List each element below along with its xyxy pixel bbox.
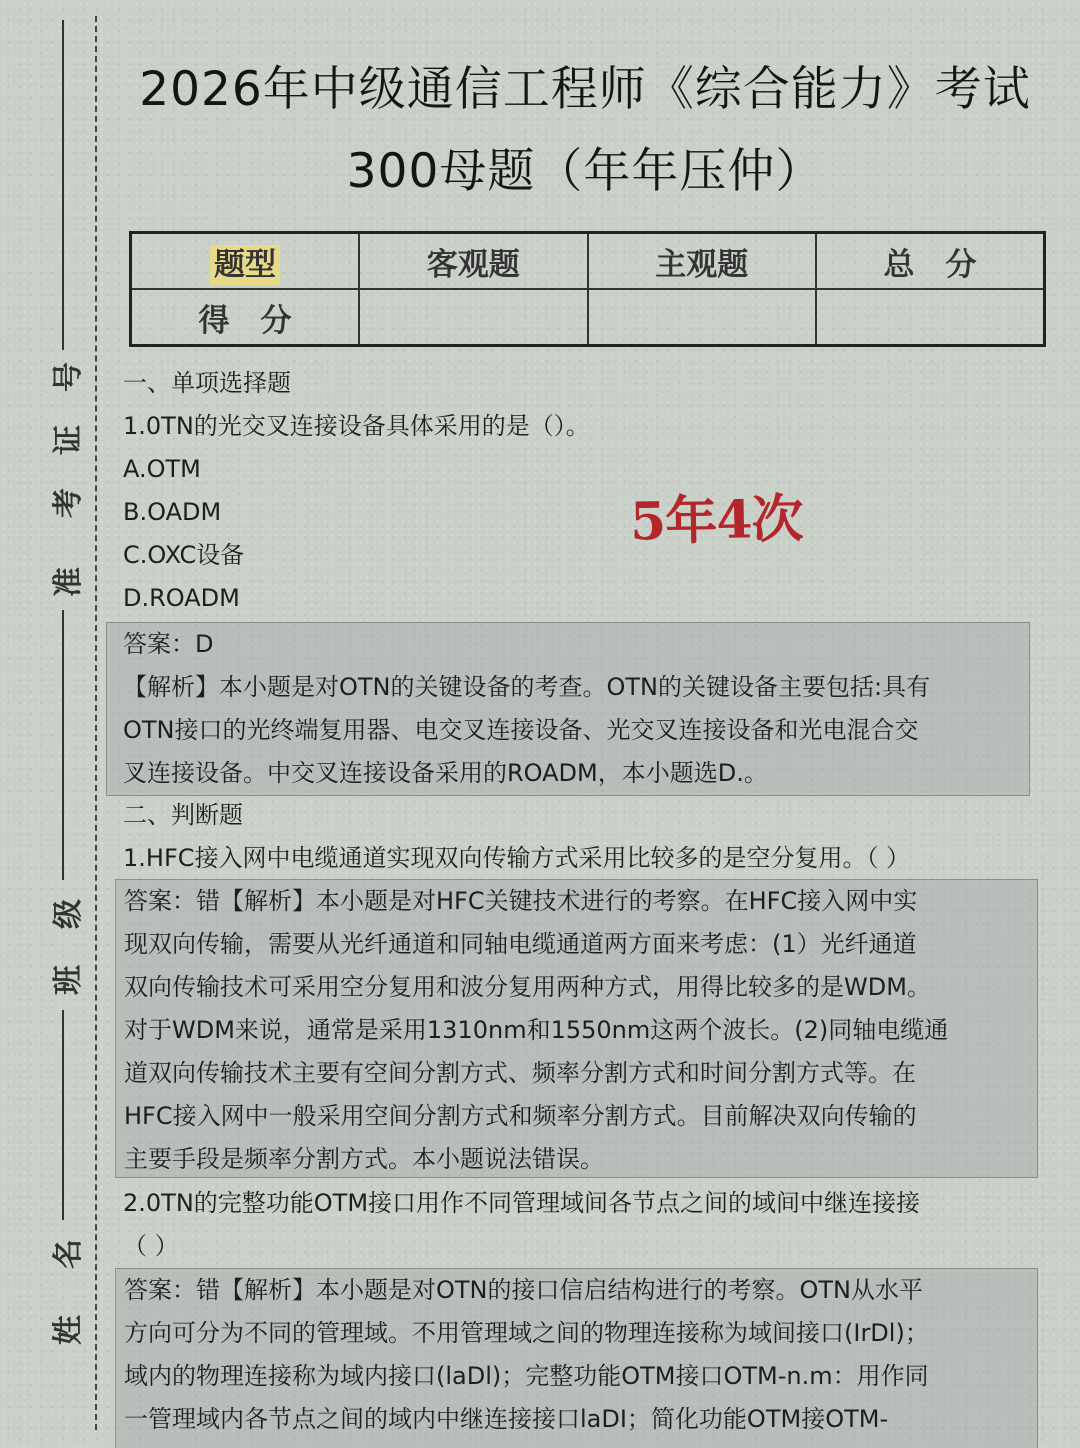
binding-class-char: 级 [51, 899, 86, 929]
binding-exam-no-char: 准 [51, 567, 86, 597]
answer-box [115, 1268, 1038, 1448]
binding-rule-middle [62, 610, 64, 880]
binding-dashed-line [95, 16, 97, 1430]
question-text: （ ） [123, 1232, 179, 1260]
answer-line: 方向可分为不同的管理域。不用管理域之间的物理连接称为域间接口(IrDl)； [124, 1319, 929, 1347]
answer-line: 主要手段是频率分割方式。本小题说法错误。 [124, 1145, 604, 1173]
score-input-cell[interactable] [359, 289, 588, 346]
answer-line: 一管理域内各节点之间的域内中继连接接口laDI；简化功能OTM接OTM- [124, 1405, 889, 1433]
page-title: 2026年中级通信工程师《综合能力》考试 [139, 62, 1031, 117]
score-table-cell: 客观题 [359, 233, 588, 290]
score-input-cell[interactable] [588, 289, 817, 346]
binding-rule-top [62, 20, 64, 350]
answer-line: 答案：D [123, 630, 214, 658]
answer-line: 叉连接设备。中交叉连接设备采用的ROADM，本小题选D.。 [123, 759, 768, 787]
answer-line: 答案：错【解析】本小题是对OTN的接口信启结构进行的考察。OTN从水平 [124, 1276, 924, 1304]
score-table-score-row [131, 289, 1045, 346]
score-table-cell: 总 分 [816, 233, 1045, 290]
answer-line: 域内的物理连接称为域内接口(laDl)；完整功能OTM接口OTM-n.m：用作同 [124, 1362, 929, 1390]
answer-line: 对于WDM来说，通常是采用1310nm和1550nm这两个波长。(2)同轴电缆通 [124, 1016, 949, 1044]
score-table-header-row [131, 233, 1045, 290]
page-subtitle: 300母题（年年压仲） [346, 144, 824, 199]
answer-line: 现双向传输，需要从光纤通道和同轴电缆通道两方面来考虑：(1）光纤通道 [124, 930, 917, 958]
question-text: 2.0TN的完整功能OTM接口用作不同管理域间各节点之间的域间中继连接接 [123, 1189, 921, 1217]
score-table-cell [131, 233, 360, 290]
score-table-cell: 得 分 [131, 289, 360, 346]
answer-box [115, 879, 1038, 1178]
answer-line: 双向传输技术可采用空分复用和波分复用两种方式，用得比较多的是WDM。 [124, 973, 931, 1001]
answer-line: OTN接口的光终端复用器、电交叉连接设备、光交叉连接设备和光电混合交 [123, 716, 919, 744]
answer-line: 道双向传输技术主要有空间分割方式、频率分割方式和时间分割方式等。在 [124, 1059, 916, 1087]
answer-line: HFC接入网中一般采用空间分割方式和频率分割方式。目前解决双向传输的 [124, 1102, 917, 1130]
question-text: 1.0TN的光交叉连接设备具体采用的是（）。 [123, 412, 590, 440]
answer-line: 答案：错【解析】本小题是对HFC关键技术进行的考察。在HFC接入网中实 [124, 887, 918, 915]
answer-box [106, 622, 1030, 796]
binding-exam-no-char: 证 [51, 425, 86, 455]
answer-line: 【解析】本小题是对OTN的关键设备的考查。OTN的关键设备主要包括:具有 [123, 673, 931, 701]
option-d: D.ROADM [123, 584, 240, 612]
frequency-stamp: 5年4次 [629, 488, 803, 553]
question-text: 1.HFC接入网中电缆通道实现双向传输方式采用比较多的是空分复用。（ ） [123, 844, 911, 872]
option-c: C.OXC设备 [123, 541, 245, 569]
score-input-cell[interactable] [816, 289, 1045, 346]
binding-margin [0, 0, 110, 1440]
question-type-label: 题型 [210, 245, 280, 285]
binding-class-char: 班 [51, 965, 86, 995]
binding-exam-no-char: 号 [51, 362, 86, 392]
score-table [129, 231, 1046, 347]
section-heading: 二、判断题 [123, 801, 243, 829]
binding-name-char: 姓 [51, 1315, 86, 1345]
option-b: B.OADM [123, 498, 222, 526]
binding-exam-no-char: 考 [51, 488, 86, 518]
binding-name-char: 名 [51, 1239, 86, 1269]
binding-rule-lower [62, 1010, 64, 1220]
score-table-cell: 主观题 [588, 233, 817, 290]
option-a: A.OTM [123, 455, 201, 483]
section-heading: 一、单项选择题 [123, 369, 291, 397]
